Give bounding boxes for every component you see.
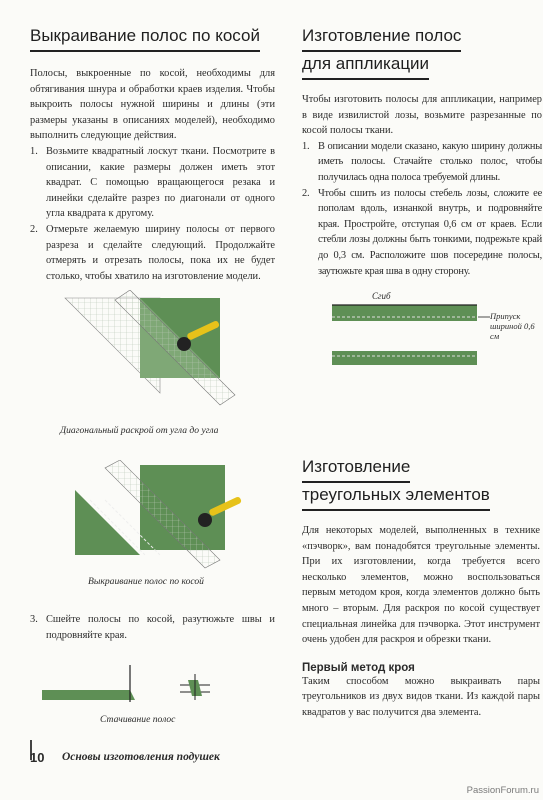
section-heading-bias-strips: Выкраивание полос по косой (30, 24, 275, 52)
caption-diagonal-cut: Диагональный раскрой от угла до угла (60, 425, 219, 436)
left-column (30, 24, 275, 284)
caption-cutting-strips: Выкраивание полос по косой (88, 576, 204, 587)
right-lower-column (302, 455, 540, 721)
bias-step-3: 3. Сшейте полосы по косой, разутюжьте швы и подровняйте края. (30, 614, 275, 641)
label-fold: Сгиб (372, 291, 391, 301)
figure-cutting-strips (70, 460, 270, 570)
figure-diagonal-cut (60, 290, 260, 410)
right-column (302, 24, 542, 279)
caption-joining-strips: Стачивание полос (100, 714, 176, 725)
watermark: PassionForum.ru (466, 785, 539, 796)
triangles-paragraph: Для некоторых моделей, выполненных в технике «пэчворк», вам понадобятся треугольные элементы. При их изготовлении, когда требуется всего несколько элементов, можно воспользоваться первым методом кроя, когда элементов должно быть много – вторым. Для раскроя по косой существует специальная линейка для пэчворка. Этот инструмент очень удобен для раскроя и обрезки ткани. (302, 525, 540, 646)
applique-intro-paragraph: Чтобы изготовить полосы для аппликации, например в виде извилистой лозы, возьмите разрезанные по косой полосы ткани. (302, 94, 542, 137)
bias-step-2: 2. Отмерьте желаемую ширину полосы от первого разреза и сделайте следующий. Продолжайте отмерять и отрезать полосы, пока их не будет столько, чтобы хватило на изготовление модели. (30, 223, 275, 282)
subheading-first-method: Первый метод кроя (302, 661, 415, 674)
bias-step-1: 1. Возьмите квадратный лоскут ткани. Посмотрите в описании, какие размеры должен иметь этот квадрат. С помощью вращающегося резака и линейки сделайте разрез по диагонали от одного угла квадрата к другому. (30, 145, 275, 220)
section-heading-triangles: Изготовление треугольных элементов (302, 455, 540, 511)
figure-joining-strips (40, 660, 240, 705)
label-allowance: Припуск шириной 0,6 см (490, 311, 535, 341)
footer-section-title: Основы изготовления подушек (62, 751, 220, 763)
applique-step-1: 1. В описании модели сказано, какую ширину должны иметь полосы. Стачайте столько полос, чтобы получилась одна полоса требуемой длины. (302, 140, 542, 183)
first-method-paragraph: Таким способом можно выкраивать пары треугольников из двух видов ткани. Из каждой пары квадратов у вас получится два элемента. (302, 675, 540, 718)
page-number: 10 (30, 750, 45, 765)
bias-intro-paragraph: Полосы, выкроенные по косой, необходимы для обтягивания шнура и обработки краев изделия. Чтобы выкроить полосы нужной ширины и длины (эти размеры указаны в описаниях моделей), необходимо выполнить следующие действия. (30, 68, 275, 142)
applique-step-2: 2. Чтобы сшить из полосы стебель лозы, сложите ее пополам вдоль, изнанкой внутрь, и подровняйте края. Простройте, отступая 0,6 см от краев. Если стебли лозы должны быть тонкими, подрежьте край до 0,3 см. Расположите шов посередине полосы, заутюжьте края шва в одну сторону. (302, 187, 542, 277)
section-heading-applique-strips: Изготовление полос для аппликации (302, 24, 542, 80)
